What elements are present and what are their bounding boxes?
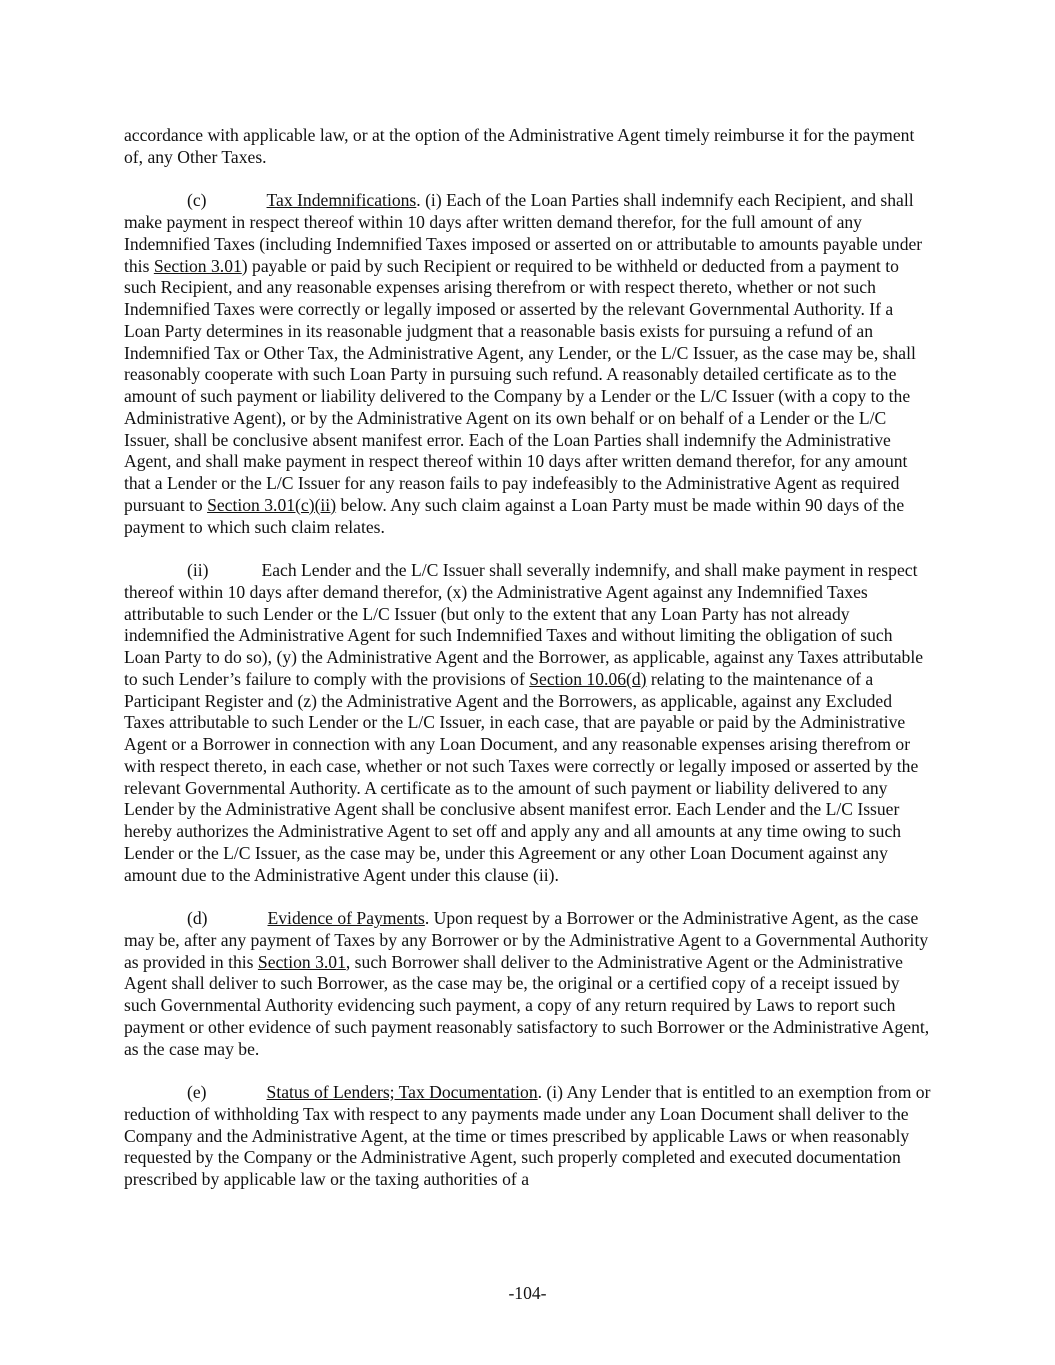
section-3-01-reference: Section 3.01 [153, 255, 242, 276]
section-d-label: (d) [187, 908, 208, 928]
paragraph-section-e: (e) Status of Lenders; Tax Documentation. (i) Any Lender that is entitled to an exemption from or reduction of withholding Tax with respect to any payments made under any Loan Document shall deliver to the Company and the Administrative Agent, at the time or times prescribed by applicable Laws or when reasonably requested by the Company or the Administrative Agent, such properly completed and executed documentation prescribed by applicable law or the taxing authorities of a [124, 1082, 931, 1189]
paragraph-carryover: accordance with applicable law, or at the option of the Administrative Agent timely reimburse it for the payment of, any Other Taxes. [124, 125, 915, 167]
section-c-heading: Tax Indemnifications [266, 190, 417, 211]
section-c-ii-label: (ii) [187, 560, 209, 580]
paragraph-section-c-ii: (ii) Each Lender and the L/C Issuer shall severally indemnify, and shall make payment in respect thereof within 10 days after demand therefor, (x) the Administrative Agent against any Indemnified Taxes attributable to such Lender or the L/C Issuer (but only to the extent that any Loan Party has not already indemnified the Administrative Agent for such Indemnified Taxes and without limiting the obligation of such Loan Party to do so), (y) the Administrative Agent and the Borrower, as applicable, against any Taxes attributable to such Lender’s failure to comply with the provisions of Section 10.06(d) relating to the maintenance of a Participant Register and (z) the Administrative Agent and the Borrowers, as applicable, against any Excluded Taxes attributable to such Lender or the L/C Issuer, in each case, that are payable or paid by the Administrative Agent or a Borrower in connection with any Loan Document, and any reasonable expenses arising therefrom or with respect thereto, in each case, whether or not such Taxes were correctly or legally imposed or asserted by the relevant Governmental Authority. A certificate as to the amount of such payment or liability delivered to any Lender by the Administrative Agent shall be conclusive absent manifest error. Each Lender and the L/C Issuer hereby authorizes the Administrative Agent to set off and apply any and all amounts at any time owing to such Lender or the L/C Issuer, as the case may be, under this Agreement or any other Loan Document against any amount due to the Administrative Agent under this clause (ii). [124, 560, 924, 885]
paragraph-section-d: (d) Evidence of Payments. Upon request by a Borrower or the Administrative Agent, as the case may be, after any payment of Taxes by any Borrower or by the Administrative Agent to a Governmental Authority as provided in this Section 3.01, such Borrower shall deliver to the Administrative Agent or the Administrative Agent shall deliver to such Borrower, as the case may be, the original or a certified copy of a receipt issued by such Governmental Authority evidencing such payment, a copy of any return required by Laws to report such payment or other evidence of such payment reasonably satisfactory to such Borrower or the Administrative Agent, as the case may be. [124, 908, 930, 1059]
section-d-heading: Evidence of Payments [267, 908, 425, 928]
section-c-label: (c) [187, 190, 207, 211]
document-body [124, 125, 933, 1213]
section-3-01-reference: Section 3.01 [257, 951, 346, 972]
paragraph-section-c: (c) Tax Indemnifications. (i) Each of the Loan Parties shall indemnify each Recipient, and shall make payment in respect thereof within 10 days after written demand therefor, for the full amount of any Indemnified Taxes (including Indemnified Taxes imposed or asserted on or attributable to amounts payable under this Section 3.01) payable or paid by such Recipient or required to be withheld or deducted from a payment to such Recipient, and any reasonable expenses arising therefrom or with respect thereto, whether or not such Indemnified Taxes were correctly or legally imposed or asserted by the relevant Governmental Authority. If a Loan Party determines in its reasonable judgment that a reasonable basis exists for pursuing a refund of an Indemnified Tax or Other Tax, the Administrative Agent, any Lender, or the L/C Issuer, as the case may be, shall reasonably cooperate with such Loan Party in pursuing such refund. A reasonably detailed certificate as to the amount of such payment or liability delivered to the Company by a Lender or the L/C Issuer (with a copy to the Administrative Agent), or by the Administrative Agent on its own behalf or on behalf of a Lender or the L/C Issuer, shall be conclusive absent manifest error. Each of the Loan Parties shall indemnify the Administrative Agent, and shall make payment in respect thereof within 10 days after written demand therefor, for any amount that a Lender or the L/C Issuer for any reason fails to pay indefeasibly to the Administrative Agent as required pursuant to Section 3.01(c)(ii) below. Any such claim against a Loan Party must be made within 90 days of the payment to which such claim relates. [124, 190, 923, 537]
page-number: -104- [508, 1283, 547, 1303]
section-3-01-c-ii-reference: Section 3.01(c)(ii) [207, 494, 337, 515]
section-e-label: (e) [187, 1082, 207, 1102]
section-e-heading: Status of Lenders; Tax Documentation [266, 1082, 538, 1102]
section-10-06-d-reference: Section 10.06(d) [529, 668, 647, 689]
